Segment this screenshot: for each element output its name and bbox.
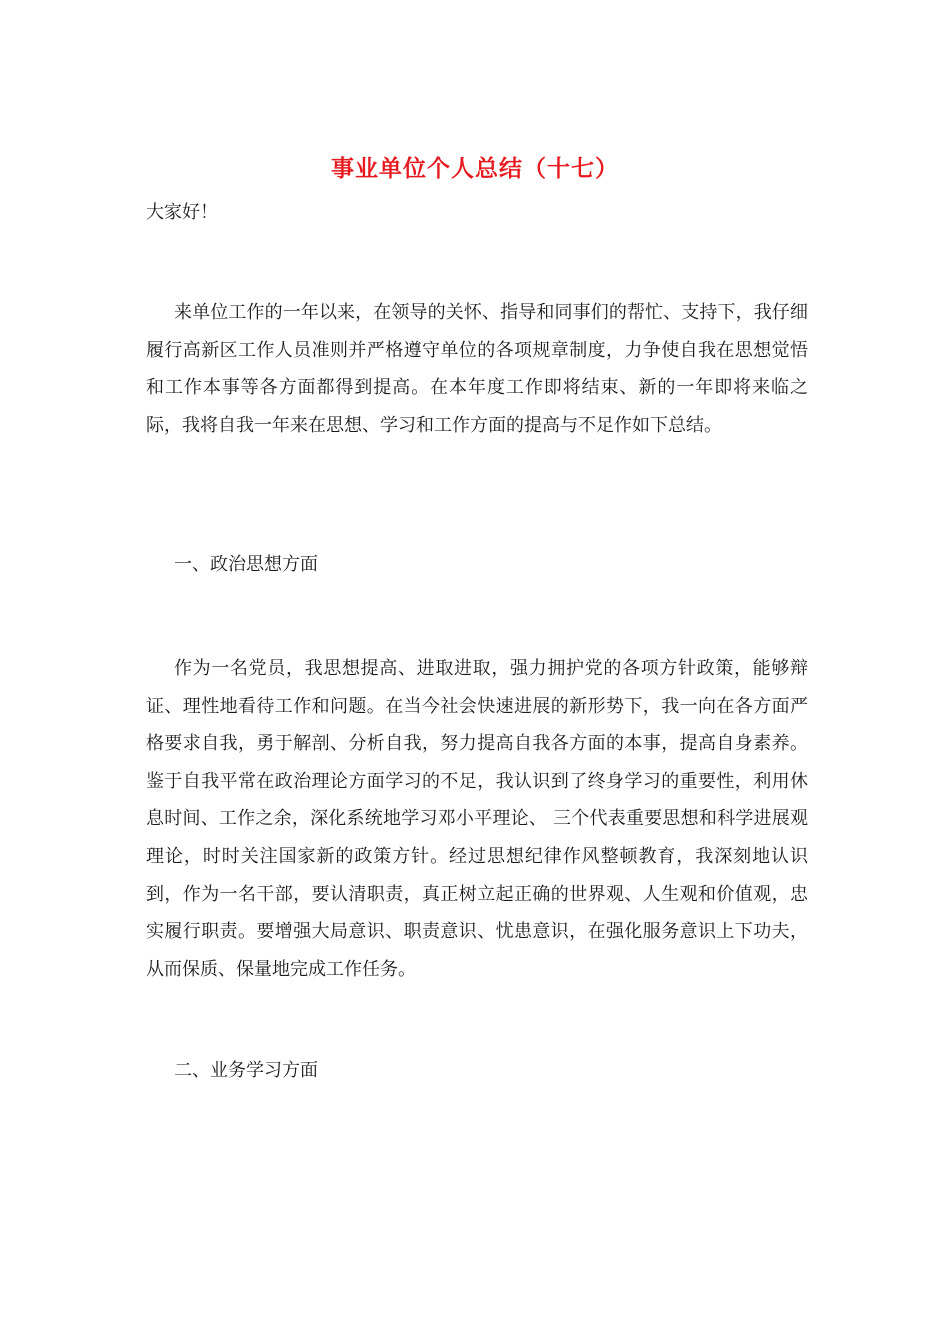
paragraph-intro: 来单位工作的一年以来，在领导的关怀、指导和同事们的帮忙、支持下，我仔细履行高新区工作人员准则并严格遵守单位的各项规章制度，力争使自我在思想觉悟和工作本事等各方面都得到提高。在本年度工作即将结束、新的一年即将来临之际，我将自我一年来在思想、学习和工作方面的提高与不足作如下总结。: [146, 302, 808, 436]
section-heading-politics: 一、政治思想方面: [174, 554, 318, 575]
greeting-text: 大家好！: [146, 202, 218, 223]
document-title: 事业单位个人总结（十七）: [331, 155, 619, 182]
paragraph-politics: 作为一名党员，我思想提高、进取进取，强力拥护党的各项方针政策，能够辩证、理性地看待工作和问题。在当今社会快速进展的新形势下，我一向在各方面严格要求自我，勇于解剖、分析自我，努力提高自我各方面的本事，提高自身素养。鉴于自我平常在政治理论方面学习的不足，我认识到了终身学习的重要性，利用休息时间、工作之余，深化系统地学习邓小平理论、 三个代表重要思想和科学进展观理论，时时关注国家新的政策方针。经过思想纪律作风整顿教育，我深刻地认识到，作为一名干部，要认清职责，真正树立起正确的世界观、人生观和价值观，忠实履行职责。要增强大局意识、职责意识、忧患意识，在强化服务意识上下功夫，从而保质、保量地完成工作任务。: [146, 658, 808, 980]
section-heading-business-study: 二、业务学习方面: [174, 1060, 318, 1081]
